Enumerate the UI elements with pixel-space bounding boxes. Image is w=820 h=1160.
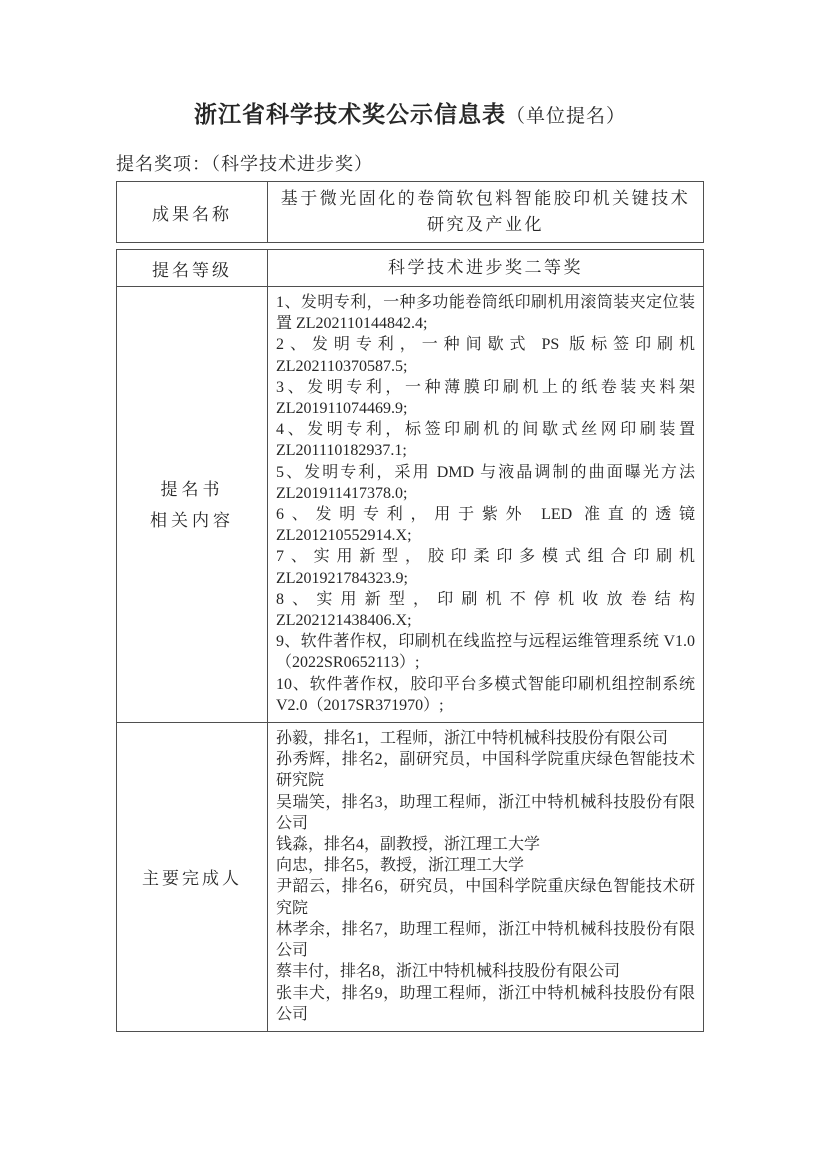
person-item: 蔡丰付，排名8，浙江中特机械科技股份有限公司	[276, 963, 621, 981]
info-table-box-result	[116, 181, 704, 243]
info-table-box-main	[116, 249, 704, 1032]
person-item: 孙秀辉，排名2，副研究员，中国科学院重庆绿色智能技术研究院	[276, 751, 695, 790]
grade-label: 提名等级	[117, 250, 268, 286]
patent-item: 2、发明专利，一种间歇式 PS 版标签印刷机 ZL202110370587.5;	[276, 336, 695, 375]
patent-item: 5、发明专利，采用 DMD 与液晶调制的曲面曝光方法 ZL201911417378.0;	[276, 463, 695, 502]
patent-item: 4、发明专利，标签印刷机的间歇式丝网印刷装置 ZL201110182937.1;	[276, 421, 695, 460]
person-item: 孙毅，排名1，工程师，浙江中特机械科技股份有限公司	[276, 730, 669, 748]
materials-content	[268, 287, 703, 722]
award-category-line: 提名奖项：（科学技术进步奖）	[116, 154, 373, 174]
page-title-paren: （单位提名）	[505, 106, 626, 127]
patent-item: 10、软件著作权，胶印平台多模式智能印刷机组控制系统 V2.0（2017SR371970）;	[276, 675, 695, 714]
person-item: 吴瑞笑，排名3，助理工程师，浙江中特机械科技股份有限公司	[276, 793, 695, 832]
result-name-value: 基于微光固化的卷筒软包料智能胶印机关键技术研究及产业化	[280, 189, 691, 234]
patent-item: 9、软件著作权，印刷机在线监控与远程运维管理系统 V1.0（2022SR0652113）;	[276, 633, 695, 672]
patent-item: 1、发明专利，一种多功能卷筒纸印刷机用滚筒装夹定位装置 ZL202110144842.4;	[276, 294, 695, 333]
person-item: 林孝余，排名7，助理工程师，浙江中特机械科技股份有限公司	[276, 920, 695, 960]
table-row-materials	[117, 286, 703, 722]
person-item: 尹韶云，排名6，研究员，中国科学院重庆绿色智能技术研究院	[276, 878, 695, 917]
people-content	[268, 723, 703, 1031]
document-body	[116, 0, 704, 1032]
table-row-grade	[117, 250, 703, 286]
materials-label	[117, 287, 268, 722]
people-label: 主要完成人	[117, 723, 268, 1031]
person-item: 向忠，排名5，教授，浙江理工大学	[276, 857, 525, 875]
materials-label-line2: 相关内容	[150, 510, 234, 530]
grade-value: 科学技术进步奖二等奖	[388, 258, 583, 277]
page-title-main: 浙江省科学技术奖公示信息表	[193, 101, 506, 127]
patent-item: 8、实用新型，印刷机不停机收放卷结构 ZL202121438406.X;	[276, 590, 695, 630]
page-title	[116, 97, 704, 135]
person-item: 张丰犬，排名9，助理工程师，浙江中特机械科技股份有限公司	[276, 984, 695, 1023]
patent-item: 6、发明专利，用于紫外 LED 准直的透镜 ZL201210552914.X;	[276, 506, 695, 545]
person-item: 钱淼，排名4，副教授，浙江理工大学	[276, 836, 541, 854]
patent-item: 3、发明专利，一种薄膜印刷机上的纸卷装夹料架 ZL201911074469.9;	[276, 378, 695, 418]
patent-item: 7、实用新型，胶印柔印多模式组合印刷机 ZL201921784323.9;	[276, 548, 695, 587]
materials-label-line1: 提名书	[160, 479, 224, 499]
result-name-label: 成果名称	[117, 182, 268, 242]
table-row-people	[117, 722, 703, 1031]
table-row-result-name	[117, 182, 703, 242]
